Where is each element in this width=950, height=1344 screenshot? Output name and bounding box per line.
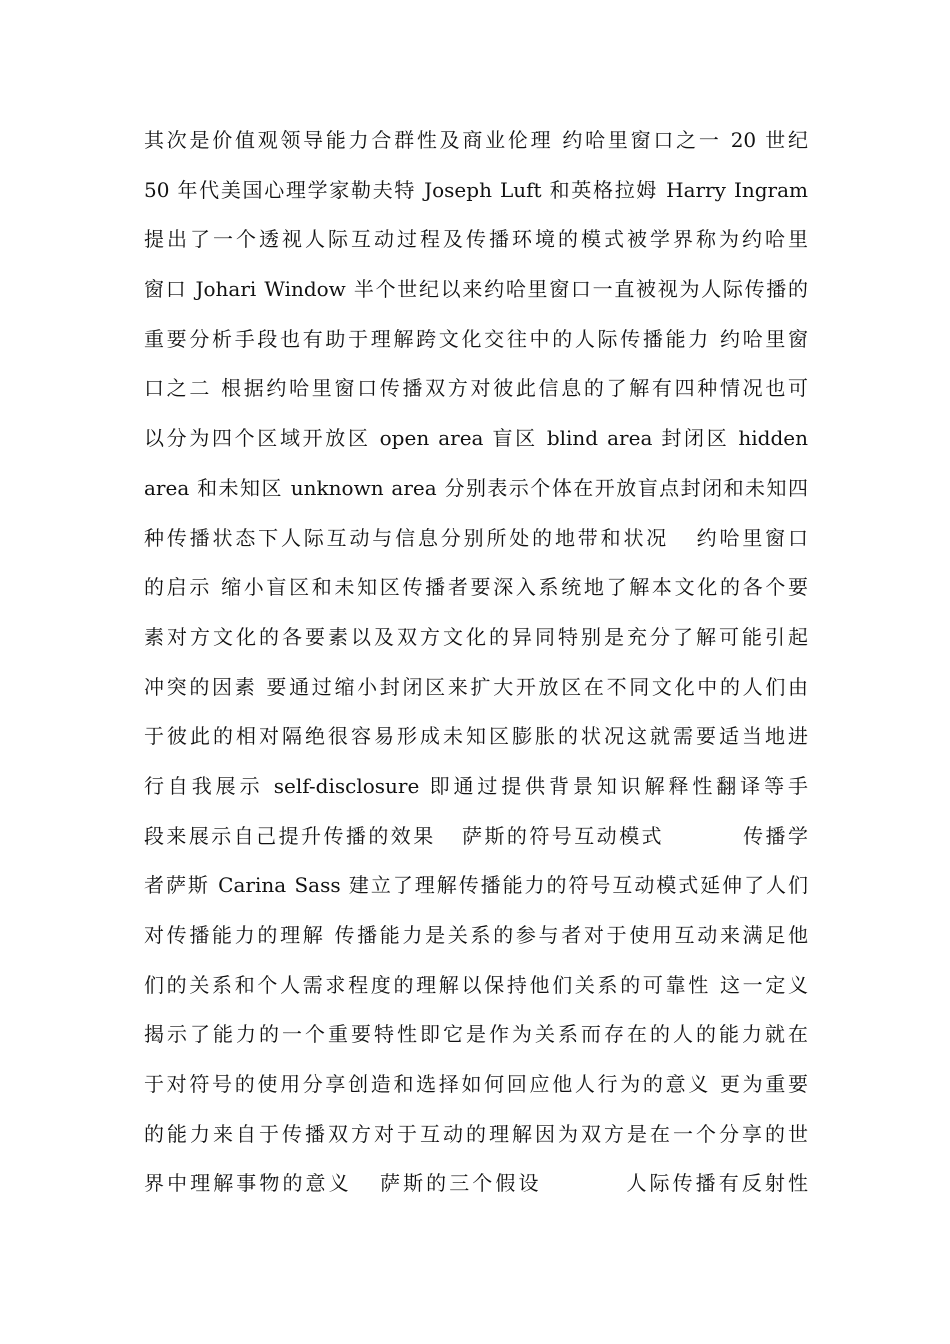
text-line: 的启示 缩小盲区和未知区传播者要深入系统地了解本文化的各个要 [144, 575, 808, 600]
text-line: 揭示了能力的一个重要特性即它是作为关系而存在的人的能力就在 [144, 1022, 808, 1047]
text-line: area 和未知区 unknown area 分别表示个体在开放盲点封闭和未知四 [144, 475, 808, 500]
text-line: 其次是价值观领导能力合群性及商业伦理 约哈里窗口之一 20 世纪 [144, 128, 808, 152]
text-line: 者萨斯 Carina Sass 建立了理解传播能力的符号互动模式延伸了人们 [144, 873, 808, 898]
text-line: 们的关系和个人需求程度的理解以保持他们关系的可靠性 这一定义 [144, 972, 808, 997]
text-line: 以分为四个区域开放区 open area 盲区 blind area 封闭区 hidden [144, 426, 808, 451]
text-line: 冲突的因素 要通过缩小封闭区来扩大开放区在不同文化中的人们由 [144, 674, 808, 699]
text-line: 种传播状态下人际互动与信息分别所处的地带和状况 约哈里窗口 [144, 525, 808, 550]
text-line: 于对符号的使用分享创造和选择如何回应他人行为的意义 更为重要 [144, 1072, 808, 1097]
body-text [144, 116, 808, 1209]
text-line: 50 年代美国心理学家勒夫特 Joseph Luft 和英格拉姆 Harry Ingram [144, 177, 808, 202]
text-line: 行自我展示 self-disclosure 即通过提供背景知识解释性翻译等手 [144, 773, 808, 798]
text-line: 对传播能力的理解 传播能力是关系的参与者对于使用互动来满足他 [144, 923, 808, 947]
text-line: 段来展示自己提升传播的效果 萨斯的符号互动模式 传播学 [144, 823, 808, 848]
text-line: 口之二 根据约哈里窗口传播双方对彼此信息的了解有四种情况也可 [144, 376, 808, 401]
text-line: 于彼此的相对隔绝很容易形成未知区膨胀的状况这就需要适当地进 [144, 724, 808, 749]
text-line: 窗口 Johari Window 半个世纪以来约哈里窗口一直被视为人际传播的 [144, 277, 808, 302]
text-line: 界中理解事物的意义 萨斯的三个假设 人际传播有反射性 [144, 1171, 808, 1196]
text-line: 的能力来自于传播双方对于互动的理解因为双方是在一个分享的世 [144, 1121, 808, 1146]
text-line: 素对方文化的各要素以及双方文化的异同特别是充分了解可能引起 [144, 624, 808, 649]
text-line: 提出了一个透视人际互动过程及传播环境的模式被学界称为约哈里 [144, 227, 808, 252]
text-line: 重要分析手段也有助于理解跨文化交往中的人际传播能力 约哈里窗 [144, 326, 808, 351]
